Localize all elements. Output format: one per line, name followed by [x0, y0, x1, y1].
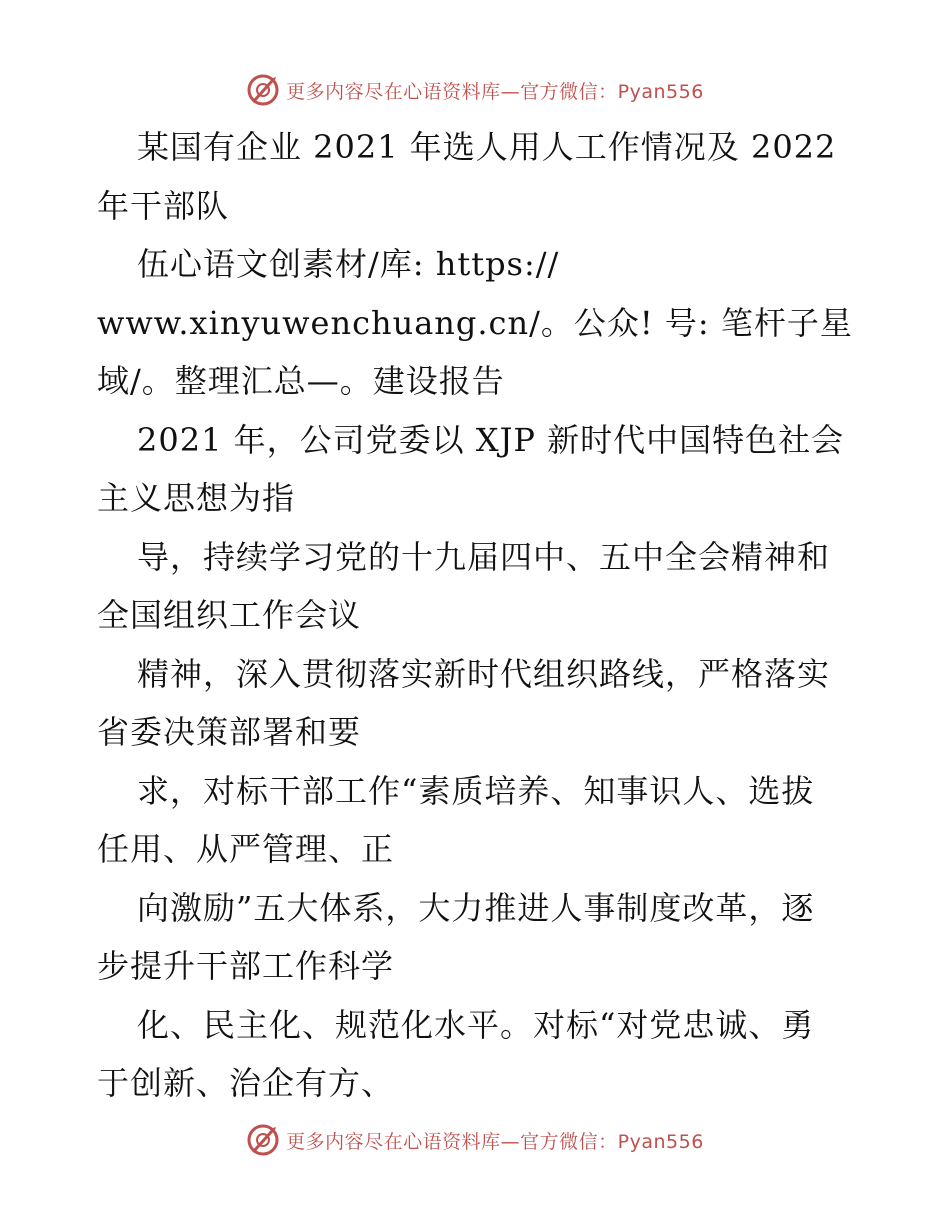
text-line: 年干部队 — [97, 186, 230, 225]
paragraph-4 — [97, 528, 857, 645]
header-banner-text: 更多内容尽在心语资料库—官方微信：Pyan556 — [286, 80, 704, 103]
text-line: 任用、从严管理、正 — [97, 830, 395, 868]
text-line: 化、民主化、规范化水平。对标“对党忠诚、勇 — [137, 1005, 815, 1044]
text-line: www.xinyuwenchuang.cn/。公众! 号: 笔杆子星 — [97, 303, 853, 342]
text-line: 精神，深入贯彻落实新时代组织路线，严格落实 — [137, 654, 831, 693]
text-line: 导，持续学习党的十九届四中、五中全会精神和 — [137, 537, 831, 576]
paragraph-8 — [97, 996, 857, 1113]
text-line: 于创新、治企有方、 — [97, 1064, 395, 1102]
text-line: 省委决策部署和要 — [97, 713, 362, 751]
paragraph-2 — [97, 235, 857, 411]
logo-icon — [246, 73, 280, 107]
text-line: 域/。整理汇总—。建设报告 — [97, 362, 505, 400]
paragraph-7 — [97, 879, 857, 996]
text-line: 2021 年，公司党委以 XJP 新时代中国特色社会 — [137, 420, 845, 459]
paragraph-1 — [97, 118, 857, 235]
document-body — [97, 118, 857, 1113]
text-line: 伍心语文创素材/库: https:// — [137, 245, 560, 283]
text-line: 主义思想为指 — [97, 479, 296, 517]
text-line: 全国组织工作会议 — [97, 596, 362, 634]
paragraph-3 — [97, 411, 857, 528]
logo-icon — [246, 1123, 280, 1157]
text-line: 某国有企业 2021 年选人用人工作情况及 2022 — [137, 128, 837, 166]
text-line: 步提升干部工作科学 — [97, 947, 395, 985]
footer-banner — [0, 1120, 950, 1160]
text-line: 求，对标干部工作“素质培养、知事识人、选拔 — [137, 771, 815, 810]
footer-banner-text: 更多内容尽在心语资料库—官方微信：Pyan556 — [286, 1130, 704, 1153]
text-line: 向激励”五大体系，大力推进人事制度改革，逐 — [137, 888, 815, 927]
header-banner — [0, 70, 950, 110]
paragraph-6 — [97, 762, 857, 879]
paragraph-5 — [97, 645, 857, 762]
